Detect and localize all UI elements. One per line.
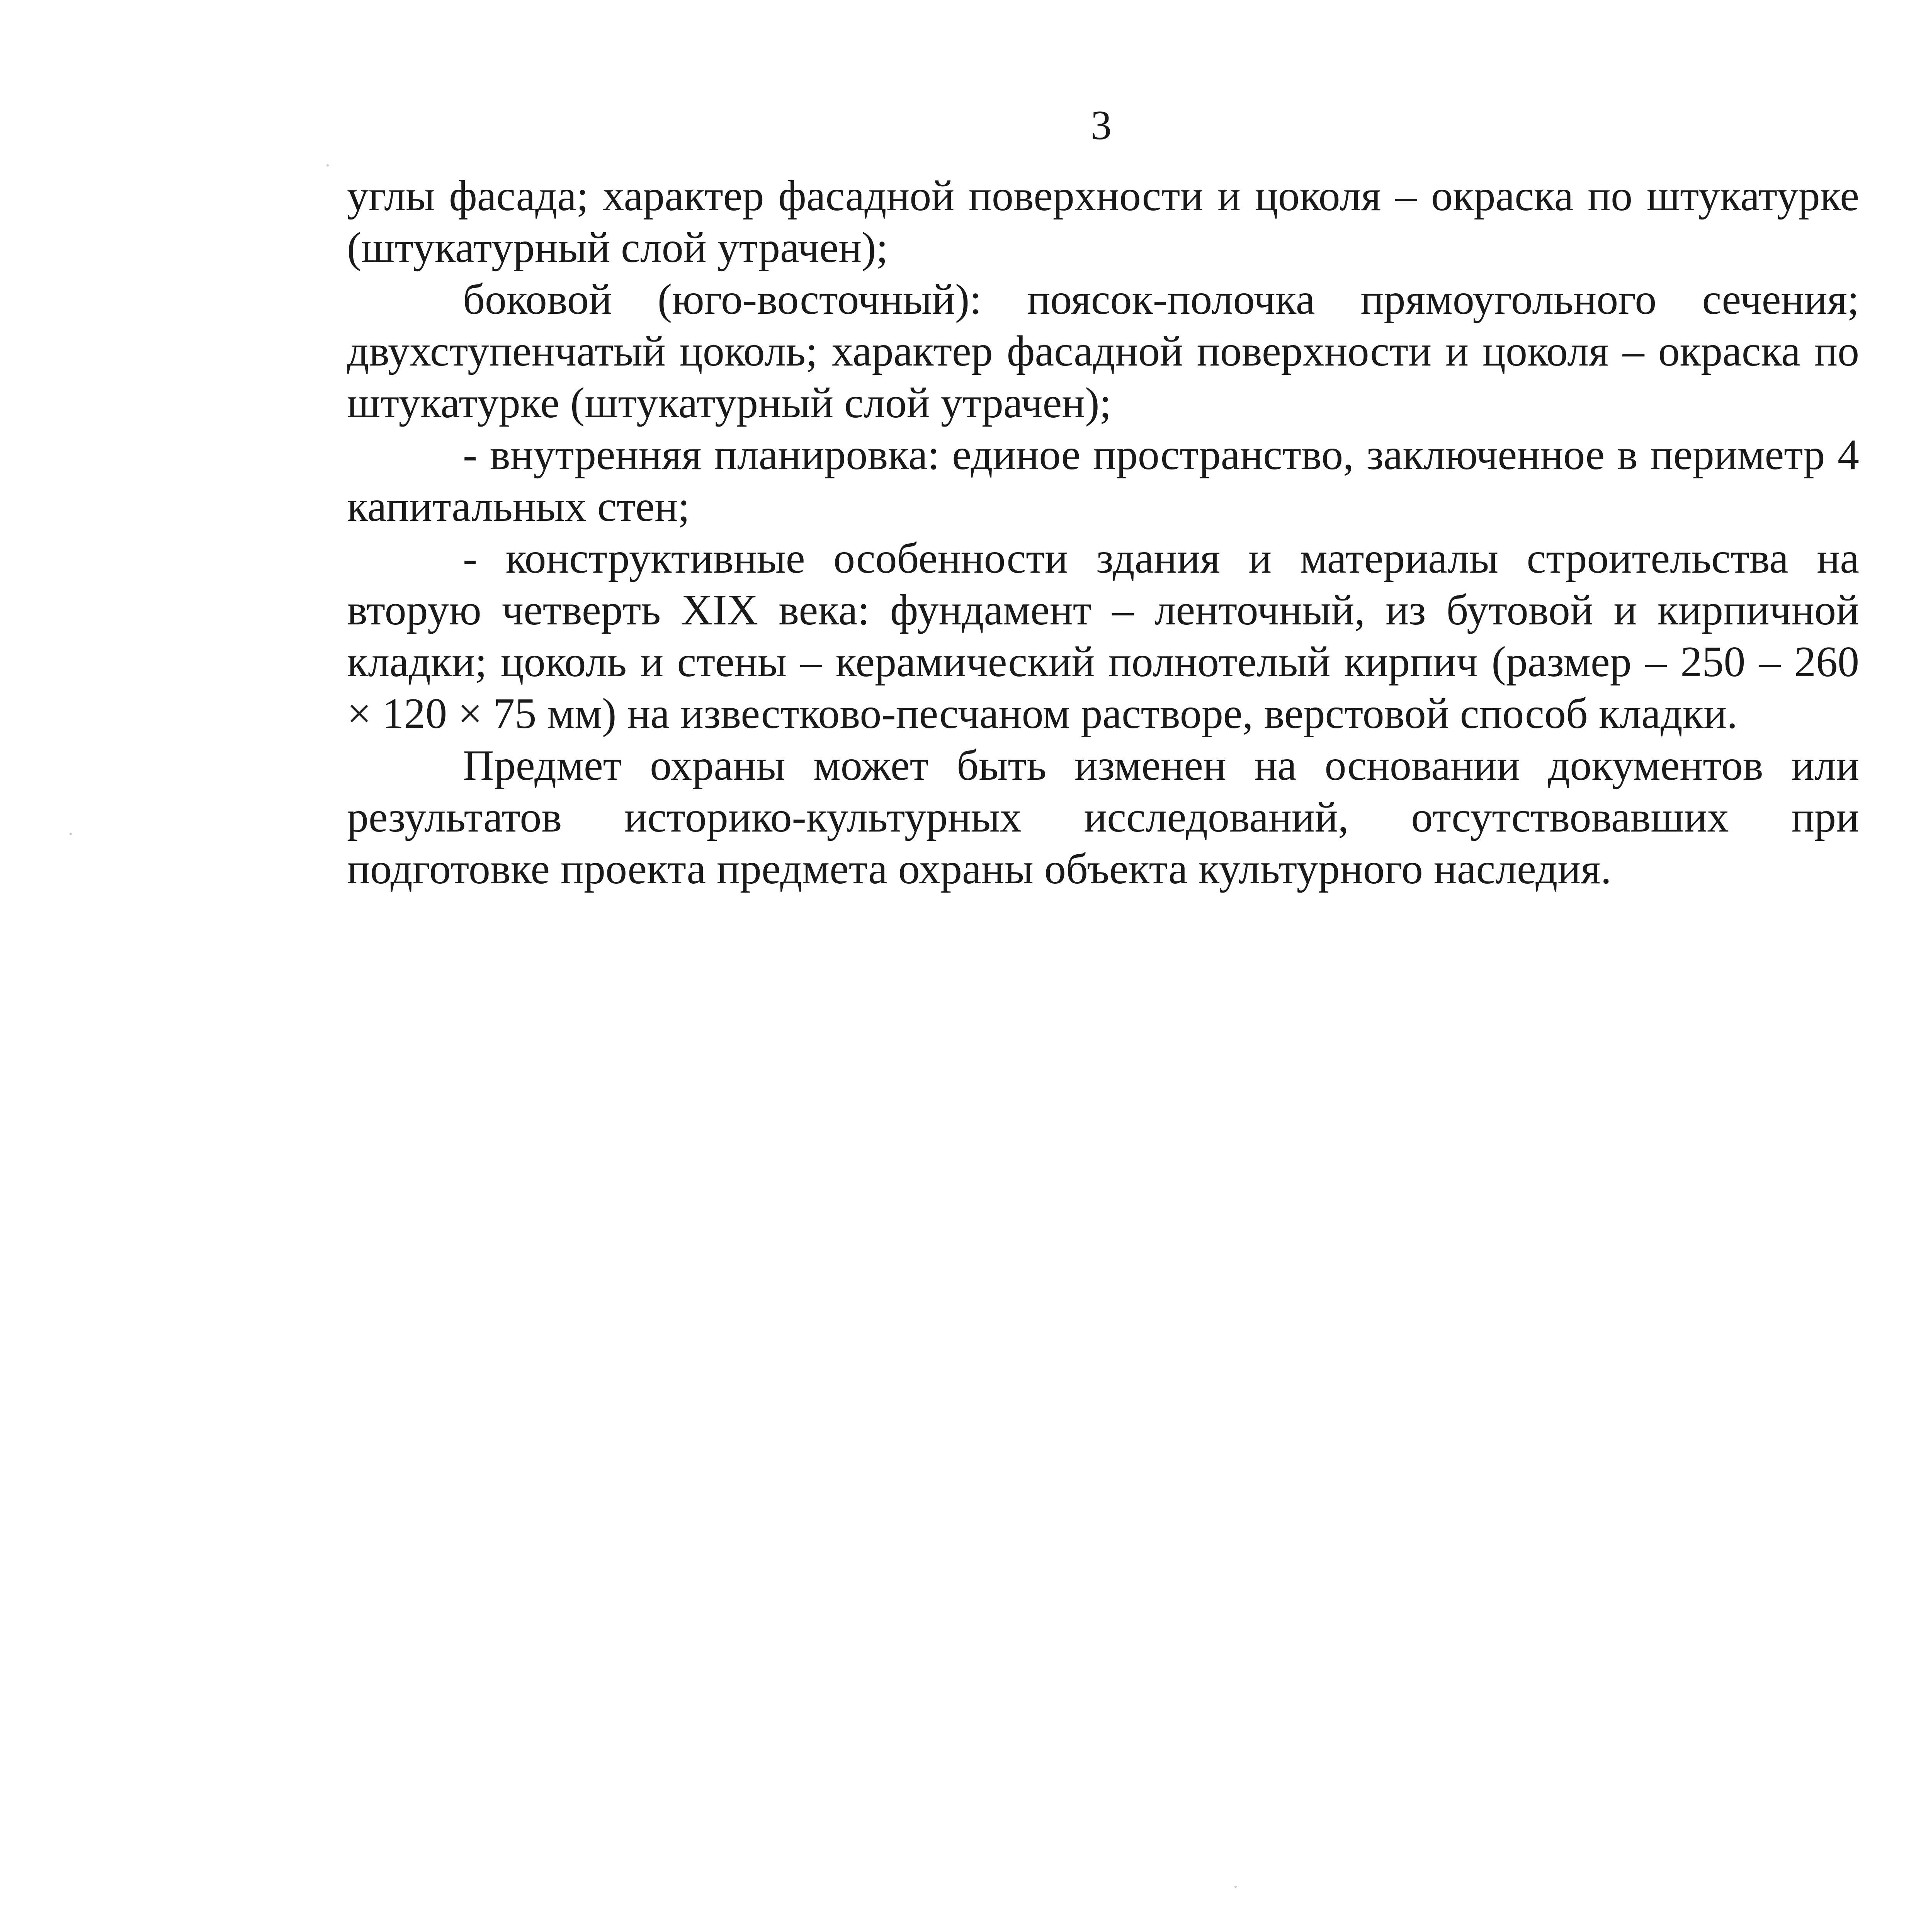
- scan-speck: [70, 833, 72, 835]
- page-number: 3: [1091, 102, 1112, 148]
- scan-speck: [1234, 1886, 1237, 1888]
- scan-speck: [326, 164, 329, 167]
- paragraph-side-facade: боковой (юго-восточный): поясок-полочка прямоугольного сечения; двухступенчатый цоколь; характер фасадной поверхности и цоколя – окраска по штукатурке (штукатурный слой утрачен);: [347, 276, 1859, 427]
- paragraph-protection-subject-note: Предмет охраны может быть изменен на основании документов или результатов историко-культурных исследований, отсутствовавших при подготовке проекта предмета охраны объекта культурного наследия.: [347, 742, 1859, 893]
- paragraph-internal-layout: - внутренняя планировка: единое пространство, заключенное в периметр 4 капитальных стен;: [347, 431, 1859, 531]
- paragraph-construction-features: - конструктивные особенности здания и материалы строительства на вторую четверть XIX века: фундамент – ленточный, из бутовой и кирпичной кладки; цоколь и стены – керамический полнотелый кирпич (размер – 250 – 260 × 120 × 75 мм) на известково-песчаном растворе, верстовой способ кладки.: [347, 534, 1859, 738]
- paragraph-facade-corners: углы фасада; характер фасадной поверхности и цоколя – окраска по штукатурке (штукатурный слой утрачен);: [347, 172, 1859, 272]
- document-body: [347, 170, 1859, 895]
